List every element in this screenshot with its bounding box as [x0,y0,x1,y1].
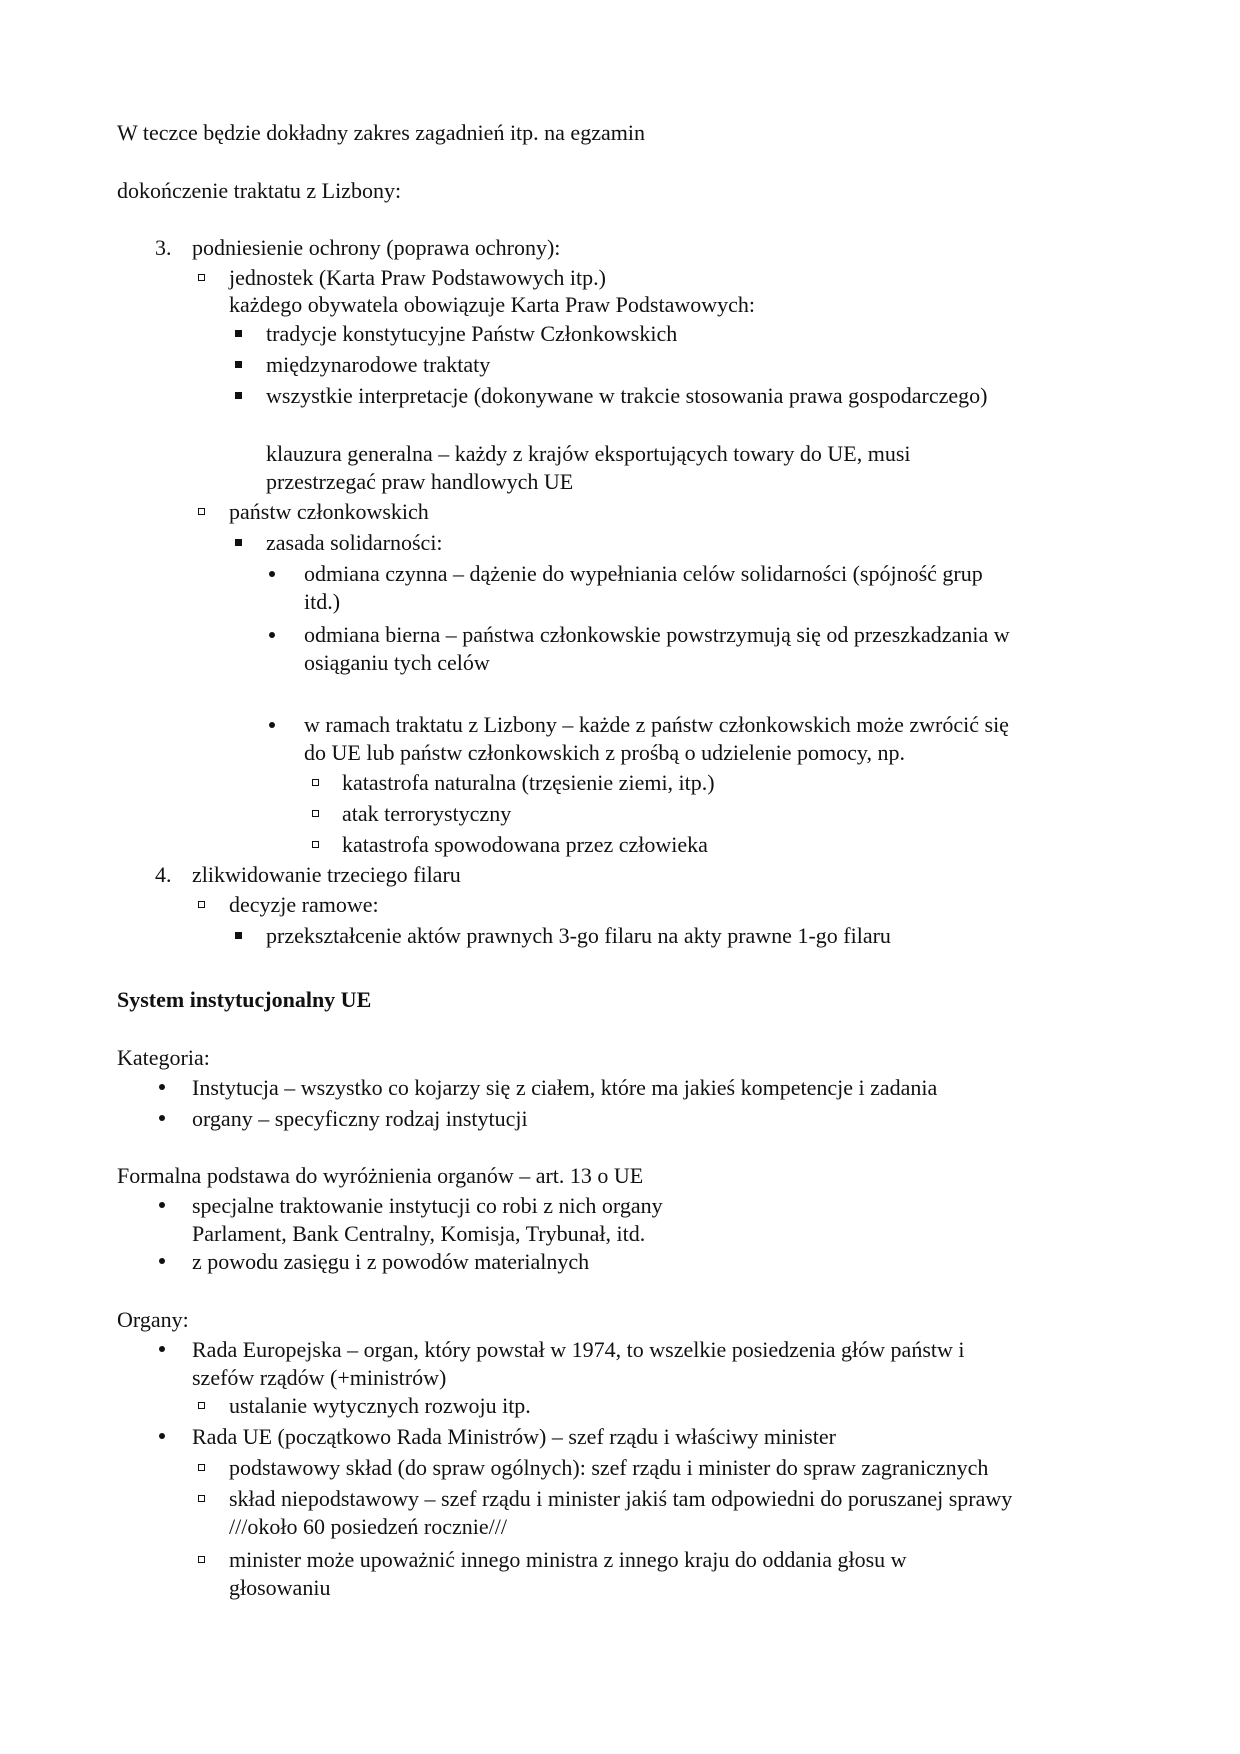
filled-square-bullet-icon [235,539,242,546]
system-heading: System instytucjonalny UE [117,987,372,1012]
item-ramach-2: do UE lub państw członkowskich z prośbą o udzielenie pomocy, np. [304,740,905,765]
item-podstawowy: podstawowy skład (do spraw ogólnych): szef rządu i minister do spraw zagranicznych [229,1455,989,1480]
open-square-bullet-icon [312,841,319,848]
item-rada-europejska-2: szefów rządów (+ministrów) [192,1365,447,1390]
item-bierna-2: osiąganiu tych celów [304,650,490,675]
item-powodu: z powodu zasięgu i z powodów materialnych [192,1249,590,1274]
item-specjalne-1: specjalne traktowanie instytucji co robi z nich organy [192,1193,663,1218]
round-bullet-icon [159,1346,165,1352]
formalna-heading: Formalna podstawa do wyróżnienia organów – art. 13 o UE [117,1163,644,1188]
round-bullet-icon [159,1115,165,1121]
klauzura-line-2: przestrzegać praw handlowych UE [266,469,574,494]
item-rada-ue: Rada UE (początkowo Rada Ministrów) – szef rządu i właściwy minister [192,1424,836,1449]
item-bierna-1: odmiana bierna – państwa członkowskie powstrzymują się od przeszkadzania w [304,622,1010,647]
filled-square-bullet-icon [235,932,242,939]
item-przeksztalcenie: przekształcenie aktów prawnych 3-go filaru na akty prawne 1-go filaru [266,923,891,948]
item-zasada: zasada solidarności: [266,530,443,555]
lisbon-heading: dokończenie traktatu z Lizbony: [117,178,402,203]
item-4-text: zlikwidowanie trzeciego filaru [192,862,461,887]
item-miedzynarodowe: międzynarodowe traktaty [266,352,491,377]
filled-square-bullet-icon [235,392,242,399]
item-minister-1: minister może upoważnić innego ministra z innego kraju do oddania głosu w [229,1547,907,1572]
item-wszystkie: wszystkie interpretacje (dokonywane w trakcie stosowania prawa gospodarczego) [266,383,988,408]
round-bullet-icon [159,1258,165,1264]
item-ramach-1: w ramach traktatu z Lizbony – każde z państw członkowskich może zwrócić się [304,712,1009,737]
item-czynna-2: itd.) [304,589,341,614]
item-katastrofa-czlowiek: katastrofa spowodowana przez człowieka [342,832,708,857]
item-kazdego: każdego obywatela obowiązuje Karta Praw Podstawowych: [229,292,756,317]
item-panstw: państw członkowskich [229,499,429,524]
open-square-bullet-icon [312,810,319,817]
kategoria-heading: Kategoria: [117,1045,210,1070]
open-square-bullet-icon [198,508,205,515]
round-bullet-icon [269,722,275,728]
open-square-bullet-icon [198,1556,205,1563]
round-bullet-icon [159,1433,165,1439]
item-czynna-1: odmiana czynna – dążenie do wypełniania celów solidarności (spójność grup [304,561,983,586]
open-square-bullet-icon [198,1464,205,1471]
item-sklad-1: skład niepodstawowy – szef rządu i minister jakiś tam odpowiedni do poruszanej sprawy [229,1486,1013,1511]
klauzura-line-1: klauzura generalna – każdy z krajów eksportujących towary do UE, musi [266,441,911,466]
open-square-bullet-icon [198,1495,205,1502]
open-square-bullet-icon [312,779,319,786]
item-katastrofa-naturalna: katastrofa naturalna (trzęsienie ziemi, itp.) [342,770,715,795]
item-tradycje: tradycje konstytucyjne Państw Członkowskich [266,321,678,346]
open-square-bullet-icon [198,901,205,908]
item-specjalne-2: Parlament, Bank Centralny, Komisja, Trybunał, itd. [192,1221,646,1246]
round-bullet-icon [159,1202,165,1208]
round-bullet-icon [159,1084,165,1090]
list-number-4: 4. [155,862,172,887]
filled-square-bullet-icon [235,361,242,368]
item-sklad-2: ///około 60 posiedzeń rocznie/// [229,1514,507,1539]
item-ustalanie: ustalanie wytycznych rozwoju itp. [229,1393,531,1418]
item-instytucja: Instytucja – wszystko co kojarzy się z ciałem, które ma jakieś kompetencje i zadania [192,1075,938,1100]
round-bullet-icon [269,632,275,638]
item-jednostek: jednostek (Karta Praw Podstawowych itp.) [229,265,606,290]
intro-line: W teczce będzie dokładny zakres zagadnień itp. na egzamin [117,120,645,145]
item-3-text: podniesienie ochrony (poprawa ochrony): [192,235,561,260]
item-decyzje: decyzje ramowe: [229,892,379,917]
open-square-bullet-icon [198,1402,205,1409]
list-number-3: 3. [155,235,172,260]
organy-heading: Organy: [117,1307,189,1332]
filled-square-bullet-icon [235,330,242,337]
item-atak: atak terrorystyczny [342,801,512,826]
open-square-bullet-icon [198,274,205,281]
item-organy-def: organy – specyficzny rodzaj instytucji [192,1106,528,1131]
item-rada-europejska-1: Rada Europejska – organ, który powstał w 1974, to wszelkie posiedzenia głów państw i [192,1337,965,1362]
item-minister-2: głosowaniu [229,1575,331,1600]
round-bullet-icon [269,571,275,577]
